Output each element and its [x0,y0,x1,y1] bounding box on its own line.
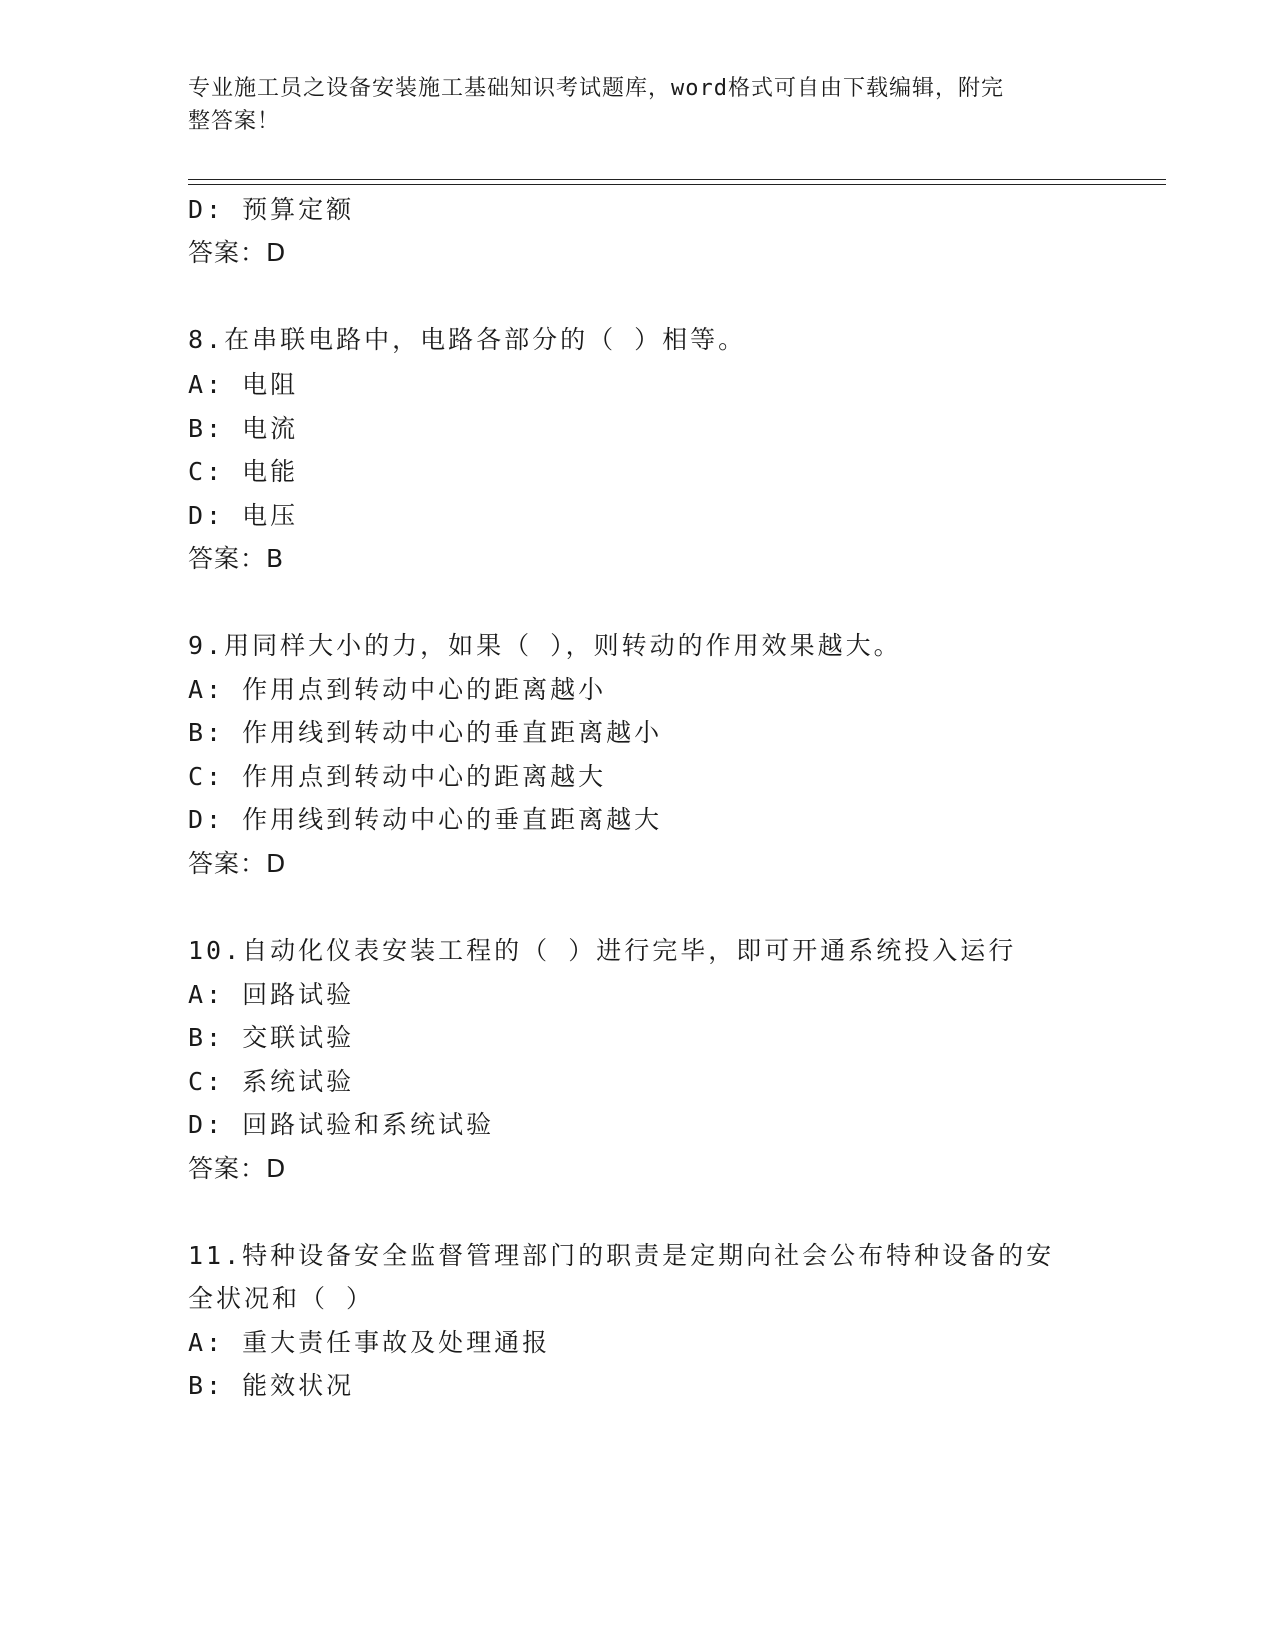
option-d: D: 作用线到转动中心的垂直距离越大 [188,805,663,834]
header-line-1: 专业施工员之设备安装施工基础知识考试题库，word格式可自由下载编辑，附完 [188,76,1004,101]
option-b: B: 作用线到转动中心的垂直距离越小 [188,718,663,747]
option-d: D: 预算定额 [188,195,355,224]
header-divider-bottom [188,184,1166,185]
option-a: A: 重大责任事故及处理通报 [188,1328,551,1357]
option-b: B: 交联试验 [188,1023,355,1052]
question-stem-line-2: 全状况和（ ） [188,1284,375,1313]
header-line-2: 整答案！ [188,109,281,134]
question-stem: 8.在串联电路中，电路各部分的（ ）相等。 [188,325,747,354]
option-d: D: 电压 [188,501,299,530]
option-b: B: 电流 [188,414,299,443]
question-stem: 10.自动化仪表安装工程的（ ）进行完毕，即可开通系统投入运行 [188,936,1017,965]
answer: 答案：D [188,238,287,267]
option-c: C: 电能 [188,457,299,486]
question-stem: 9.用同样大小的力，如果（ ），则转动的作用效果越大。 [188,631,902,660]
document-header [188,72,1088,138]
option-a: A: 作用点到转动中心的距离越小 [188,675,607,704]
option-c: C: 系统试验 [188,1067,355,1096]
question-stem-line-1: 11.特种设备安全监督管理部门的职责是定期向社会公布特种设备的安 [188,1241,1055,1270]
option-a: A: 回路试验 [188,980,355,1009]
answer: 答案：D [188,849,287,878]
option-a: A: 电阻 [188,370,299,399]
answer: 答案：B [188,544,285,573]
header-divider-top [188,179,1166,180]
option-b: B: 能效状况 [188,1371,355,1400]
answer: 答案：D [188,1154,287,1183]
option-c: C: 作用点到转动中心的距离越大 [188,762,607,791]
option-d: D: 回路试验和系统试验 [188,1110,495,1139]
